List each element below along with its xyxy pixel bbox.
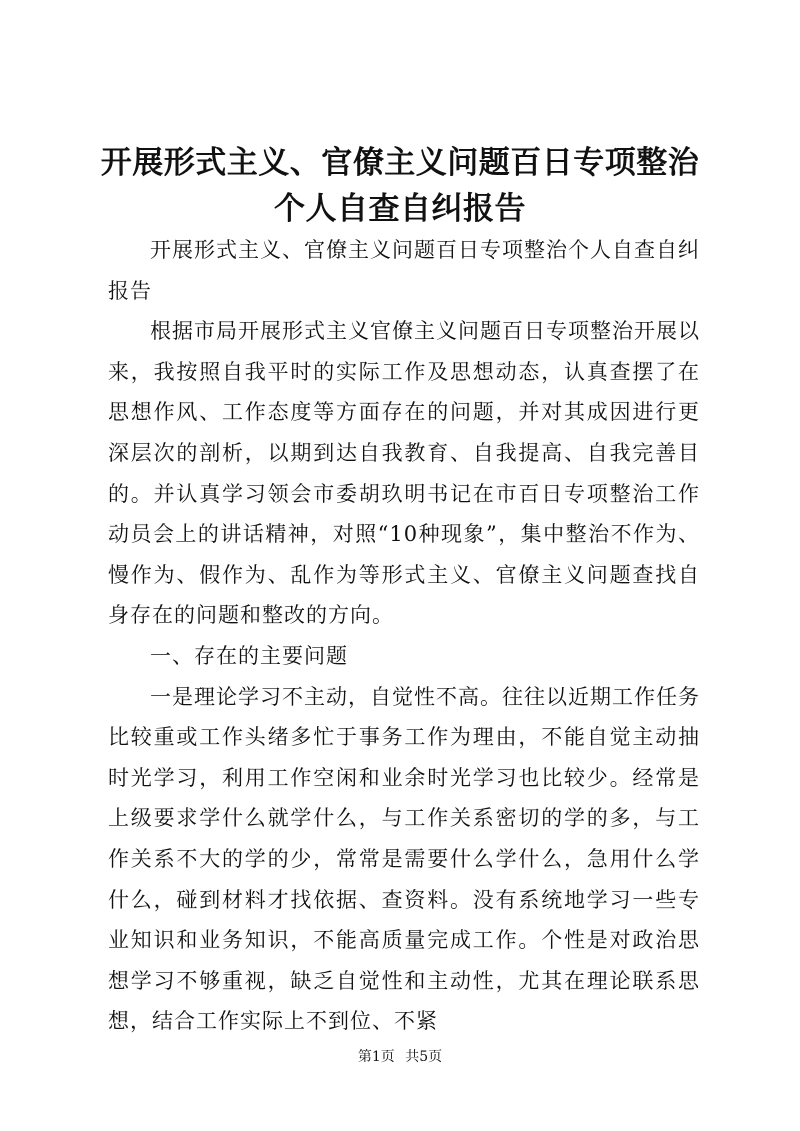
page-footer	[0, 1047, 800, 1067]
paragraph-problem-one: 一是理论学习不主动，自觉性不高。往往以近期工作任务比较重或工作头绪多忙于事务工作为理由，不能自觉主动抽时光学习，利用工作空闲和业余时光学习也比较少。经常是上级要求学什么就学什么，与工作关系密切的学的多，与工作关系不大的学的少，常常是需要什么学什么，急用什么学什么，碰到材料才找依据、查资料。没有系统地学习一些专业知识和业务知识，不能高质量完成工作。个性是对政治思想学习不够重视，缺乏自觉性和主动性，尤其在理论联系思想，结合工作实际上不到位、不紧	[108, 684, 700, 1034]
page-number: 第1页	[357, 1049, 395, 1065]
paragraph-intro: 根据市局开展形式主义官僚主义问题百日专项整治开展以来，我按照自我平时的实际工作及思想动态，认真查摆了在思想作风、工作态度等方面存在的问题，并对其成因进行更深层次的剖析，以期到达自我教育、自我提高、自我完善目的。并认真学习领会市委胡玖明书记在市百日专项整治工作动员会上的讲话精神，对照“10种现象”，集中整治不作为、慢作为、假作为、乱作为等形式主义、官僚主义问题查找自身存在的问题和整改的方向。	[108, 319, 700, 628]
section-heading: 一、存在的主要问题	[150, 643, 348, 668]
document-body	[108, 230, 700, 1042]
page-total: 共5页	[405, 1049, 443, 1065]
paragraph-subtitle: 开展形式主义、官僚主义问题百日专项整治个人自查自纠报告	[108, 238, 700, 303]
document-title: 开展形式主义、官僚主义问题百日专项整治个人自查自纠报告	[100, 145, 700, 227]
